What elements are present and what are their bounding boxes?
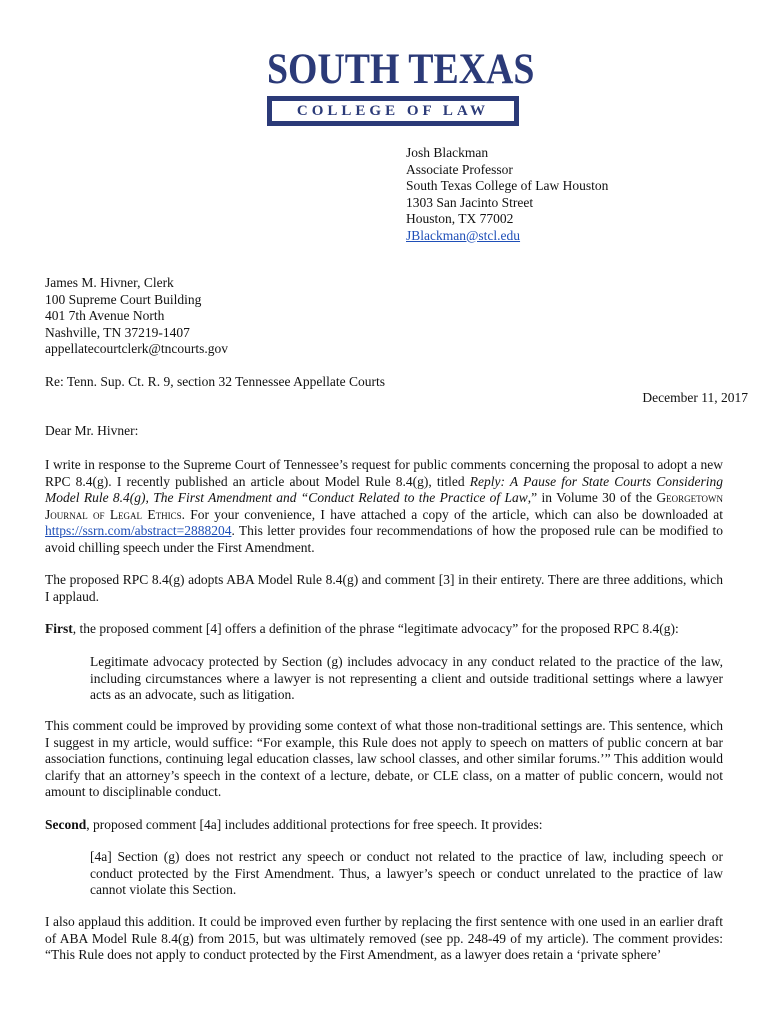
letter-date: December 11, 2017: [642, 390, 748, 405]
paragraph-applaud-text: I also applaud this addition. It could be improved even further by replacing the first sentence with one used in an earlier draft of ABA Model Rule 8.4(g) from 2015, but was ultimately removed (see pp. 248-49 of my article). The comment provides: “This Rule does not apply to conduct protected by the First Amendment, as a lawyer does retain a ‘private sphere’: [45, 914, 723, 962]
journal-name: Georgetown Journal of Legal Ethics: [45, 490, 723, 522]
paragraph-first-text: , the proposed comment [4] offers a definition of the phrase “legitimate advocacy” for the proposed RPC 8.4(g):: [72, 621, 679, 636]
south-texas-college-of-law-logo: [267, 46, 535, 126]
paragraph-intro: [45, 457, 723, 556]
paragraph-applaud: [45, 914, 723, 964]
logo-wordmark: SOUTH TEXAS: [267, 46, 535, 93]
logo-banner: [267, 96, 519, 126]
second-lead: Second: [45, 817, 87, 832]
sender-institution: South Texas College of Law Houston: [406, 178, 609, 193]
paragraph-intro-text-3: . For your convenience, I have attached a copy of the article, which can also be downloaded at: [181, 506, 724, 522]
salutation: Dear Mr. Hivner:: [45, 423, 139, 438]
paragraph-additions-text: The proposed RPC 8.4(g) adopts ABA Model Rule 8.4(g) and comment [3] in their entirety. There are three additions, which I applaud.: [45, 572, 723, 604]
block-quote-4a: [90, 849, 723, 899]
paragraph-second-text: , proposed comment [4a] includes additional protections for free speech. It provides:: [86, 817, 543, 832]
sender-city: Houston, TX 77002: [406, 211, 514, 226]
logo-subtitle: COLLEGE OF LAW: [272, 101, 514, 121]
paragraph-intro-text-4: . This letter provides four recommendations of how the proposed rule can be modified to avoid chilling speech under the First Amendment.: [45, 523, 723, 555]
first-lead: First: [45, 621, 73, 636]
sender-name: Josh Blackman: [406, 145, 489, 160]
recipient-name: James M. Hivner, Clerk: [45, 275, 174, 290]
ssrn-link[interactable]: https://ssrn.com/abstract=2888204: [45, 523, 232, 538]
recipient-address-line-1: 100 Supreme Court Building: [45, 291, 202, 307]
sender-email-link[interactable]: JBlackman@stcl.edu: [406, 227, 521, 243]
recipient-address-line-3: Nashville, TN 37219-1407: [45, 324, 190, 340]
paragraph-intro-text-2: ,” in Volume 30 of the: [527, 490, 657, 505]
recipient-address-block: [45, 275, 228, 358]
recipient-email: appellatecourtclerk@tncourts.gov: [45, 341, 228, 356]
block-quote-1-text: Legitimate advocacy protected by Section (g) includes advocacy in any conduct related to the practice of the law, including circumstances where a lawyer is not representing a client and outside traditional settings where a lawyer acts as an advocate, such as litigation.: [90, 654, 723, 702]
paragraph-additions: [45, 572, 723, 605]
sender-address-block: [406, 145, 608, 244]
sender-title: Associate Professor: [406, 161, 513, 177]
paragraph-comment-improvement-text: This comment could be improved by providing some context of what those non-traditional settings are. This sentence, which I suggest in my article, would suffice: “For example, this Rule does not apply to speech on matters of public concern at bar association functions, continuing legal education classes, law school classes, and other similar forums.’” This addition would clarify that an attorney’s speech in the context of a lecture, debate, or CLE class, on a matter of public concern, would not amount to disciplinable conduct.: [45, 718, 723, 799]
block-quote-2-text: [4a] Section (g) does not restrict any speech or conduct not related to the practice of law, including speech or conduct protected by the First Amendment. Thus, a lawyer’s speech or conduct unrelated to the practice of law cannot violate this Section.: [90, 849, 723, 897]
paragraph-intro-text-1: I write in response to the Supreme Court of Tennessee’s request for public comments concerning the proposal to adopt a new RPC 8.4(g). I recently published an article about Model Rule 8.4(g), titled: [45, 457, 723, 489]
paragraph-second: [45, 817, 723, 834]
block-quote-legitimate-advocacy: [90, 654, 723, 704]
paragraph-first: [45, 621, 723, 638]
sender-street: 1303 San Jacinto Street: [406, 194, 534, 210]
paragraph-comment-improvement: [45, 718, 723, 801]
recipient-address-line-2: 401 7th Avenue North: [45, 308, 165, 323]
re-line: Re: Tenn. Sup. Ct. R. 9, section 32 Tennessee Appellate Courts: [45, 374, 385, 389]
article-title: Reply: A Pause for State Courts Considering Model Rule 8.4(g), The First Amendment and “Conduct Related to the Practice of Law: [45, 473, 723, 505]
